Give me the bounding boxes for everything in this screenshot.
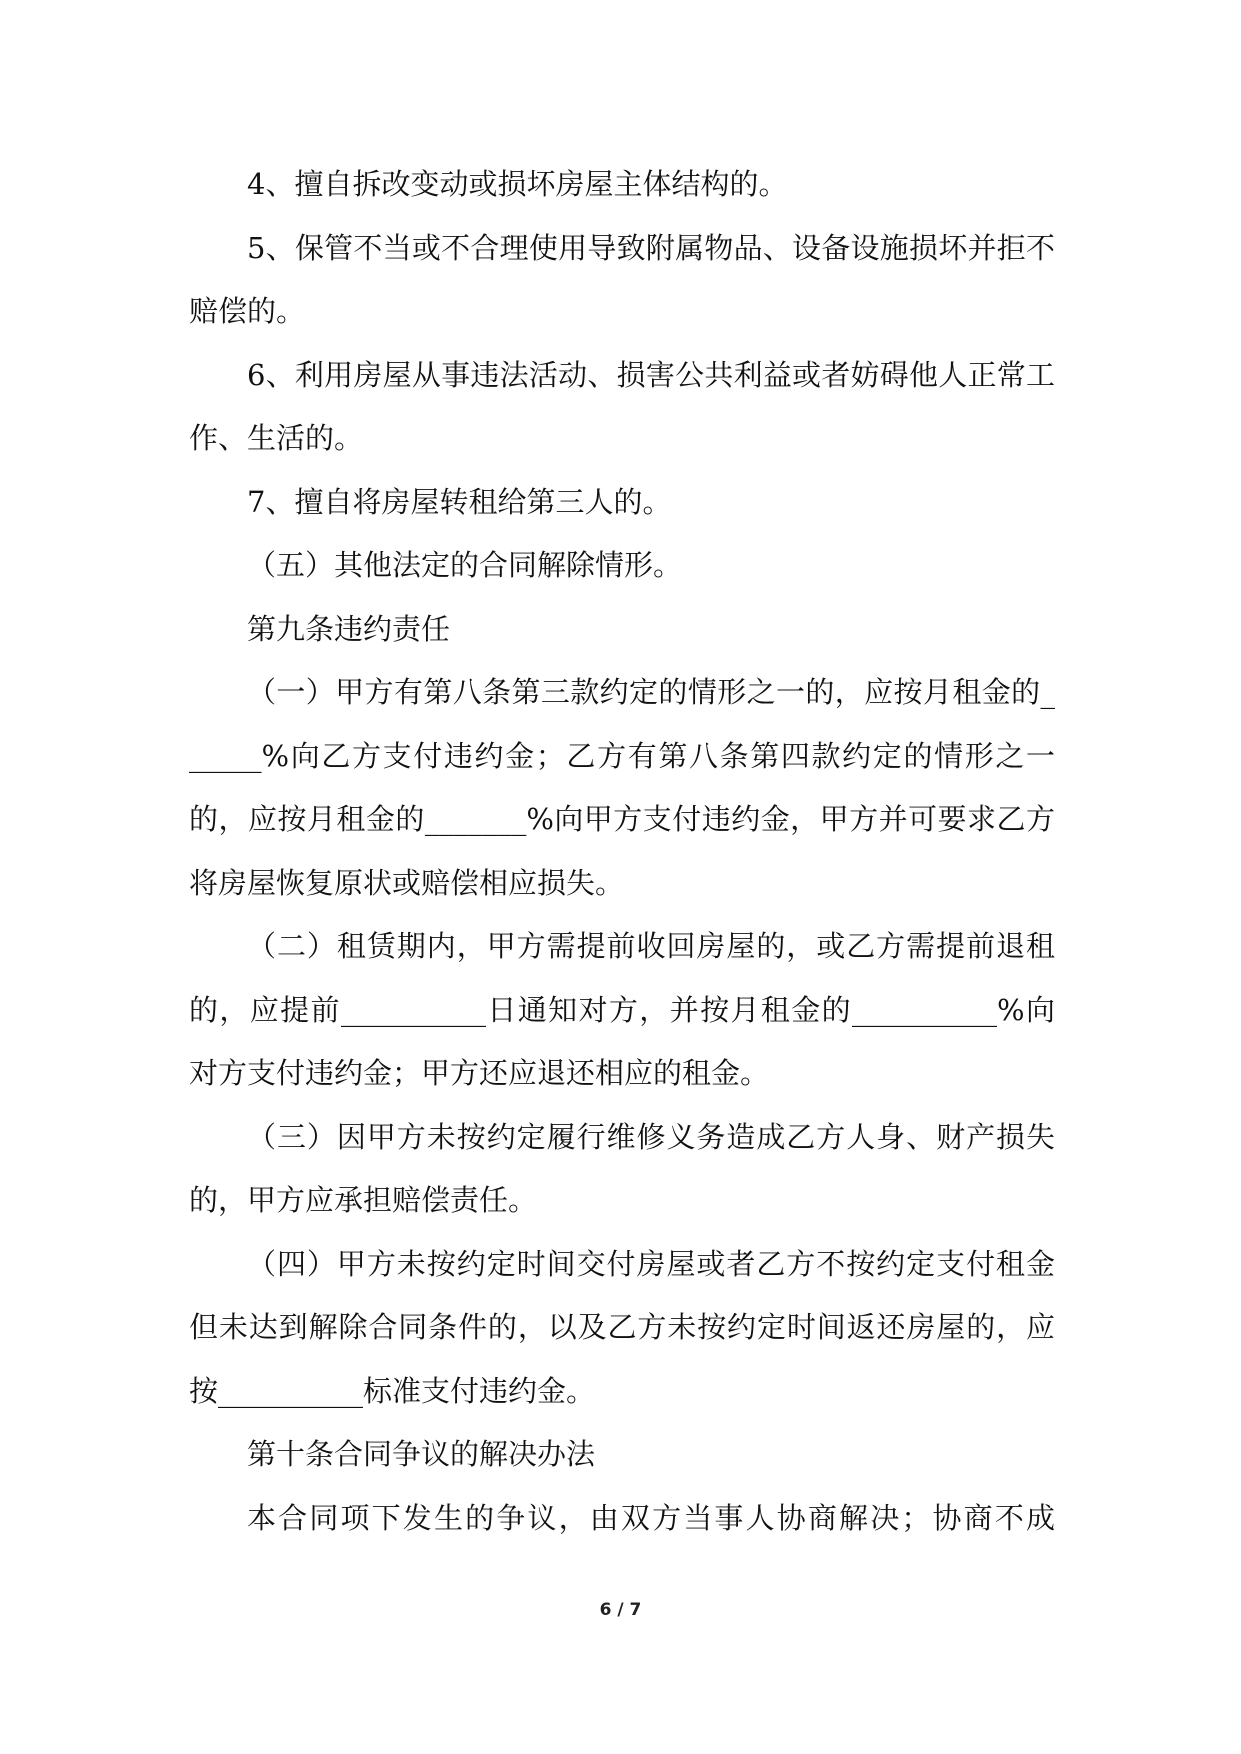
article-9-section-3: （三）因甲方未按约定履行维修义务造成乙方人身、财产损失的，甲方应承担赔偿责任。 [189,1119,1055,1217]
article-9-section-1: （一）甲方有第八条第三款约定的情形之一的，应按月租金的______%向乙方支付违约金；乙方有第八条第四款约定的情形之一的，应按月租金的_______%向甲方支付违约金，甲方并可要求乙方将房屋恢复原状或赔偿相应损失。 [189,675,1055,900]
article-10-heading: 第十条合同争议的解决办法 [247,1437,596,1471]
page-number: 6 / 7 [599,1600,642,1620]
clause-item-6: 6、利用房屋从事违法活动、损害公共利益或者妨碍他人正常工作、生活的。 [189,357,1055,455]
clause-section-5: （五）其他法定的合同解除情形。 [247,548,683,582]
article-9-heading: 第九条违约责任 [247,611,451,646]
document-body [189,153,1055,1550]
clause-item-5: 5、保管不当或不合理使用导致附属物品、设备设施损坏并拒不赔偿的。 [189,230,1055,328]
article-10-text: 本合同项下发生的争议，由双方当事人协商解决；协商不成 [247,1500,1055,1535]
clause-item-7: 7、擅自将房屋转租给第三人的。 [247,484,672,519]
article-9-section-2: （二）租赁期内，甲方需提前收回房屋的，或乙方需提前退租的，应提前__________日通知对方，并按月租金的__________%向对方支付违约金；甲方还应退还相应的租金。 [189,929,1055,1090]
clause-item-4: 4、擅自拆改变动或损坏房屋主体结构的。 [247,167,788,201]
article-9-section-4: （四）甲方未按约定时间交付房屋或者乙方不按约定支付租金但未达到解除合同条件的，以及乙方未按约定时间返还房屋的，应按__________标准支付违约金。 [189,1246,1055,1408]
